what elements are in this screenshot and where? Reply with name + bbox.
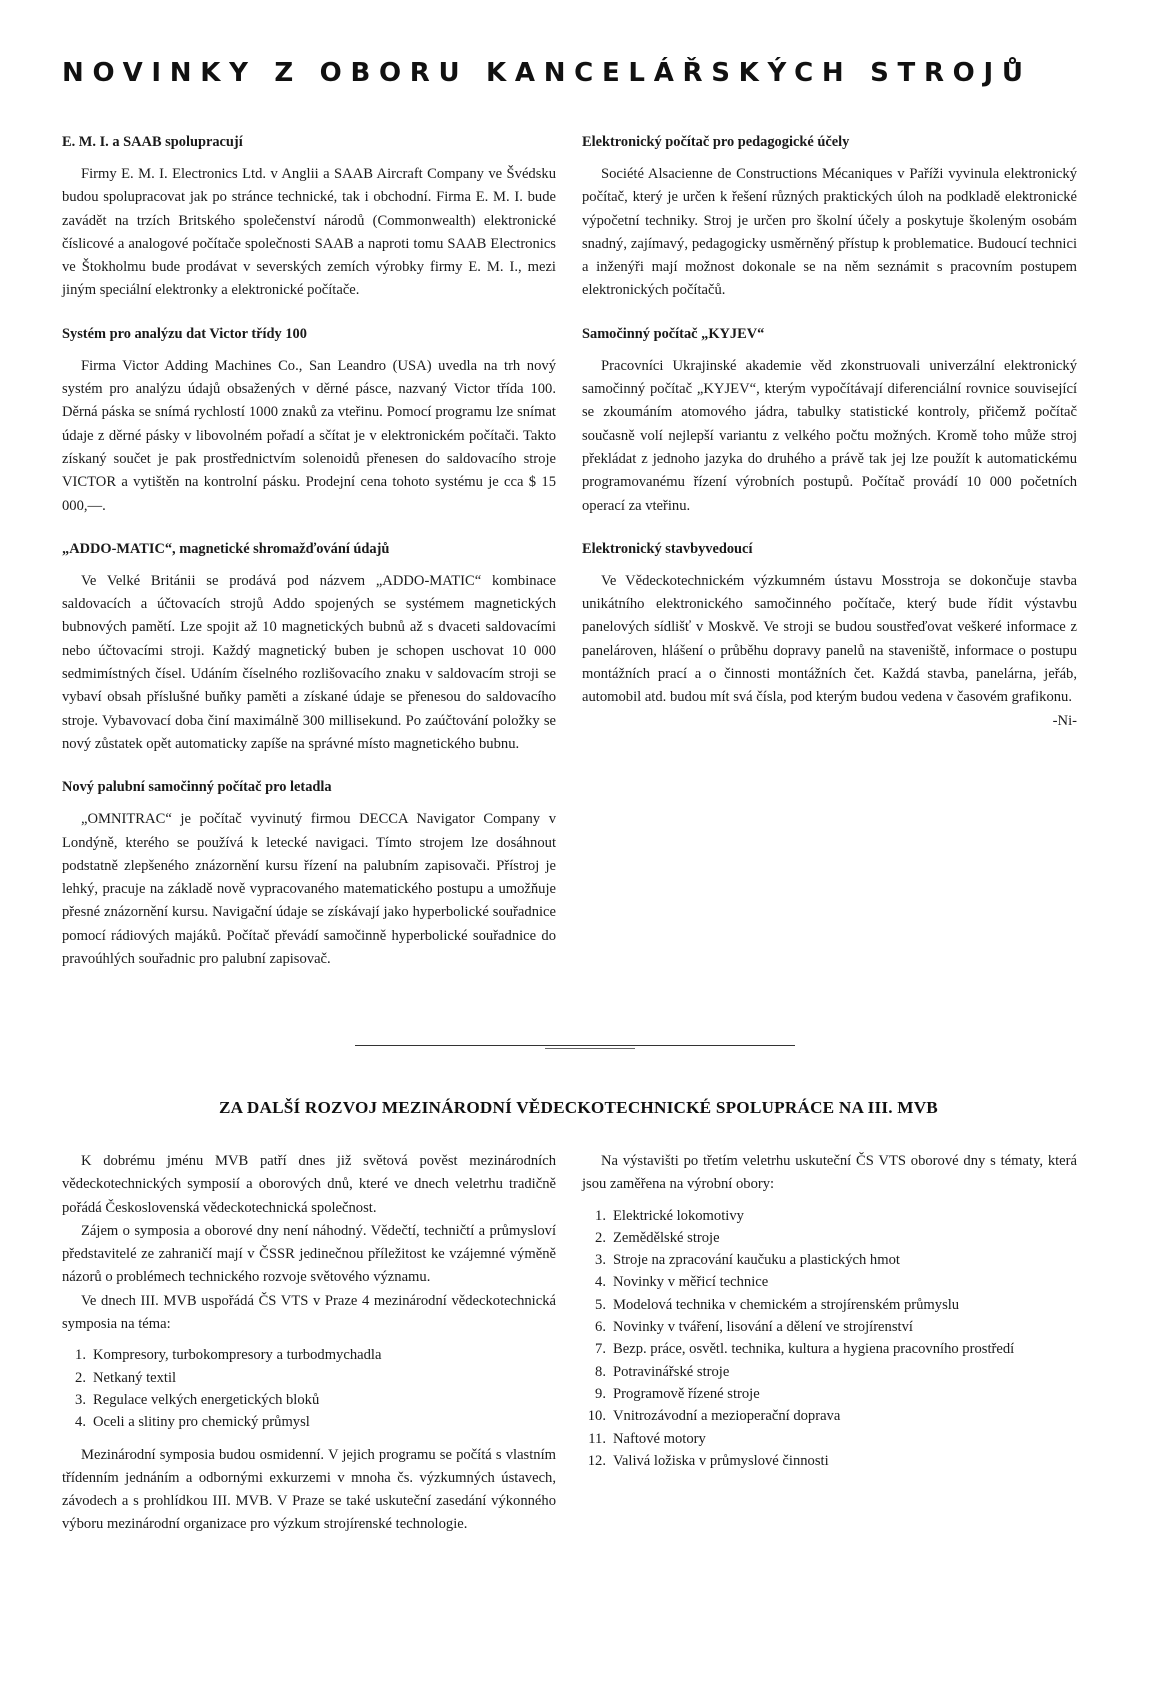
article-body: Ve Velké Británii se prodává pod názvem „ADDO-MATIC“ kombinace saldovacích a účtovacích strojů Addo spojených se systémem magnetických bubnových pamětí. Lze spojit až 10 magnetických bubnů až s dvaceti saldovacími nebo účtovacími stroji. Každý magnetický buben je schopen uschovat 10 000 sedmimístných čísel. Udáním číselného rozlišovacího znaku v saldovacím stroji se vybaví obsah příslušné buňky paměti a získané údaje se přenesou do saldovacího stroje. Vybavovací doba činí maximálně 300 millisekund. Po zaúčtování položky se nový zůstatek opět automaticky zapíše na správné místo magnetického bubnu.	[62, 572, 556, 752]
article-body: Firmy E. M. I. Electronics Ltd. v Anglii a SAAB Aircraft Company ve Švédsku budou spolupracovat jak po stránce technické, tak i obchodní. Firma E. M. I. bude zavádět na trzích Britského společenství národů (Commonwealth) elektronické číslicové a analogové počítače společnosti SAAB a naproti tomu SAAB Electronics ve Štokholmu bude prodávat v severských zemích výrobky firmy E. M. I., mezi jiným speciální elektronky a elektronické počítače.	[62, 166, 556, 299]
column-right-bottom	[582, 1150, 1077, 1482]
list-item	[582, 1227, 1077, 1249]
author-signature: -Ni-	[1052, 712, 1077, 729]
symposia-list	[62, 1344, 556, 1433]
list-text: Zemědělské stroje	[613, 1229, 720, 1246]
section-divider	[355, 1045, 795, 1046]
list-item	[582, 1383, 1077, 1405]
article-heading: Elektronický počítač pro pedagogické účely	[582, 134, 850, 150]
list-number: 7.	[595, 1341, 606, 1358]
list-number: 11.	[588, 1430, 606, 1447]
list-text: Modelová technika v chemickém a strojírenském průmyslu	[613, 1296, 960, 1313]
article-body: Pracovníci Ukrajinské akademie věd zkonstruovali univerzální elektronický samočinný počítač „KYJEV“, kterým vypočítávají diferenciální rovnice související se zkoumáním atomového jádra, tabulky statistické kontroly, přičemž počítač současně volí nejlepší variantu z velkého počtu možných. Kromě toho může stroj překládat z jednoho jazyka do druhého a právě tak jej lze použít k automatickému programovanému řízení výrobních postupů. Počítač provádí 10 000 početních operací za vteřinu.	[582, 357, 1077, 514]
list-item	[582, 1405, 1077, 1427]
list-text: Stroje na zpracování kaučuku a plastických hmot	[613, 1252, 900, 1269]
article-omnitrac	[62, 776, 556, 971]
oborove-dny-list	[582, 1205, 1077, 1473]
list-item	[62, 1389, 556, 1411]
article-heading: Nový palubní samočinný počítač pro letadla	[62, 779, 332, 796]
list-item	[582, 1338, 1077, 1360]
list-number: 1.	[75, 1347, 86, 1364]
list-number: 2.	[75, 1369, 86, 1386]
column-right-top	[582, 131, 1077, 733]
article-kyjev	[582, 323, 1077, 518]
list-number: 10.	[587, 1408, 606, 1425]
list-text: Programově řízené stroje	[613, 1385, 760, 1402]
article-heading: „ADDO-MATIC“, magnetické shromažďování údajů	[62, 540, 390, 557]
article-body: Firma Victor Adding Machines Co., San Leandro (USA) uvedla na trh nový systém pro analýzu údajů obsažených v děrné pásce, nazvaný Victor třída 100. Děrná páska se snímá rychlostí 1000 znaků za vteřinu. Pomocí programu lze snímat údaje z děrné pásky v libovolném pořadí a sčítat je v elektronickém počítači. Takto získaný součet je pak prostřednictvím solenoidů přenesen do saldovacího stroje VICTOR a vytištěn na kontrolní pásku. Prodejní cena tohoto systému je cca $ 15 000,—.	[62, 357, 556, 514]
list-item	[582, 1361, 1077, 1383]
page-title: NOVINKY Z OBORU KANCELÁŘSKÝCH STROJŮ	[62, 58, 1032, 88]
list-item	[582, 1249, 1077, 1271]
list-text: Regulace velkých energetických bloků	[93, 1391, 320, 1408]
list-number: 9.	[595, 1385, 606, 1402]
paragraph: Na výstavišti po třetím veletrhu uskuteční ČS VTS oborové dny s tématy, která jsou zaměřena na výrobní obory:	[582, 1153, 1077, 1193]
list-item	[582, 1271, 1077, 1293]
list-text: Potravinářské stroje	[613, 1363, 730, 1380]
list-item	[582, 1450, 1077, 1472]
list-item	[582, 1294, 1077, 1316]
list-number: 12.	[587, 1452, 606, 1469]
list-item	[62, 1344, 556, 1366]
list-number: 3.	[595, 1252, 606, 1269]
article-body-text: Ve Vědeckotechnickém výzkumném ústavu Mosstroja se dokončuje stavba unikátního elektronického samočinného počítače, který bude řídit výstavbu panelových sídlišť v Moskvě. Ve stroji se budou soustřeďovat veškeré informace z panelároven, hlášení o průběhu dopravy panelů na staveniště, informace o postupu montážních prací a o činnosti montážních čet. Každá stavba, panelárna, jeřáb, automobil atd. budou mít svá čísla, pod kterým budou vedena v časovém grafikonu.	[582, 572, 1077, 706]
list-text: Bezp. práce, osvětl. technika, kultura a hygiena pracovního prostředí	[613, 1341, 1015, 1358]
list-text: Kompresory, turbokompresory a turbodmychadla	[93, 1347, 382, 1364]
article-body: „OMNITRAC“ je počítač vyvinutý firmou DECCA Navigator Company v Londýně, kterého se používá k letecké navigaci. Tímto strojem lze dosáhnout podstatně zlepšeného znázornění kursu řízení na palubním zapisovači. Přístroj je lehký, pracuje na základě nově vypracovaného matematického postupu a umožňuje přesné znázornění kursu. Navigační údaje se získávají jako hyperbolické souřadnice pomocí rádiových majáků. Počítač převádí samočinně hyperbolické souřadnice do pravoúhlých souřadnic pro palubní zapisovač.	[62, 811, 556, 968]
article-heading: Samočinný počítač „KYJEV“	[582, 325, 765, 342]
list-number: 8.	[595, 1363, 606, 1380]
list-text: Elektrické lokomotivy	[613, 1207, 744, 1224]
list-number: 4.	[595, 1274, 606, 1291]
article-body	[582, 570, 1077, 729]
list-number: 6.	[595, 1319, 606, 1336]
list-item	[582, 1428, 1077, 1450]
article-stavbyvedouci	[582, 538, 1077, 729]
list-text: Novinky v měřicí technice	[613, 1274, 769, 1291]
list-item	[62, 1411, 556, 1433]
list-number: 3.	[75, 1391, 86, 1408]
list-text: Valivá ložiska v průmyslové činnosti	[613, 1452, 829, 1469]
list-text: Novinky v tváření, lisování a dělení ve strojírenství	[613, 1319, 913, 1336]
article-heading: E. M. I. a SAAB spolupracují	[62, 134, 243, 150]
article-victor	[62, 323, 556, 518]
article-emi-saab	[62, 131, 556, 303]
list-text: Oceli a slitiny pro chemický průmysl	[93, 1414, 310, 1431]
paragraph: Zájem o symposia a oborové dny není náhodný. Vědečtí, techničtí a průmysloví představitelé ze zahraničí mají v ČSSR jedinečnou příležitost ke vzájemné výměně názorů o problémech technického rozvoje světového významu.	[62, 1222, 556, 1286]
list-text: Naftové motory	[613, 1430, 706, 1447]
paragraph: K dobrému jménu MVB patří dnes již světová pověst mezinárodních vědeckotechnických symposií a oborových dnů, které ve dnech veletrhu tradičně pořádá Československá vědeckotechnická společnost.	[62, 1153, 556, 1216]
list-item	[62, 1367, 556, 1389]
paragraph: Ve dnech III. MVB uspořádá ČS VTS v Praze 4 mezinárodní vědeckotechnická symposia na téma:	[62, 1292, 556, 1333]
list-number: 4.	[75, 1414, 86, 1431]
column-left-bottom	[62, 1150, 556, 1537]
list-number: 2.	[595, 1229, 606, 1246]
article-heading: Elektronický stavbyvedoucí	[582, 540, 753, 557]
section-title: ZA DALŠÍ ROZVOJ MEZINÁRODNÍ VĚDECKOTECHNICKÉ SPOLUPRÁCE NA III. MVB	[219, 1098, 938, 1117]
paragraph: Mezinárodní symposia budou osmidenní. V jejich programu se počítá s vlastním třídenním jednáním a odbornými exkurzemi v mnoha čs. výzkumných ústavech, závodech a s prohlídkou III. MVB. V Praze se také uskuteční zasedání výkonného výboru mezinárodní organizace pro výzkum strojírenské technologie.	[62, 1446, 556, 1533]
column-left-top	[62, 131, 556, 991]
article-addo-matic	[62, 538, 556, 756]
list-text: Netkaný textil	[93, 1369, 177, 1386]
list-item	[582, 1316, 1077, 1338]
article-heading: Systém pro analýzu dat Victor třídy 100	[62, 325, 307, 342]
article-body: Société Alsacienne de Constructions Mécaniques v Paříži vyvinula elektronický počítač, který je určen k řešení různých praktických úloh na podkladě elektronické výpočetní techniky. Stroj je určen pro školní účely a poskytuje školeným osobám snadný, zajímavý, pedagogicky usměrněný přístup k problematice. Budoucí technici a inženýři mají možnost dokonale se na něm seznámit s pracovním postupem elektronických počítačů.	[582, 166, 1077, 299]
list-number: 1.	[595, 1207, 606, 1224]
section-divider-accent	[545, 1048, 635, 1049]
list-text: Vnitrozávodní a mezioperační doprava	[613, 1408, 841, 1425]
list-item	[582, 1205, 1077, 1227]
list-number: 5.	[595, 1296, 606, 1313]
article-pedagogical-computer	[582, 131, 1077, 303]
